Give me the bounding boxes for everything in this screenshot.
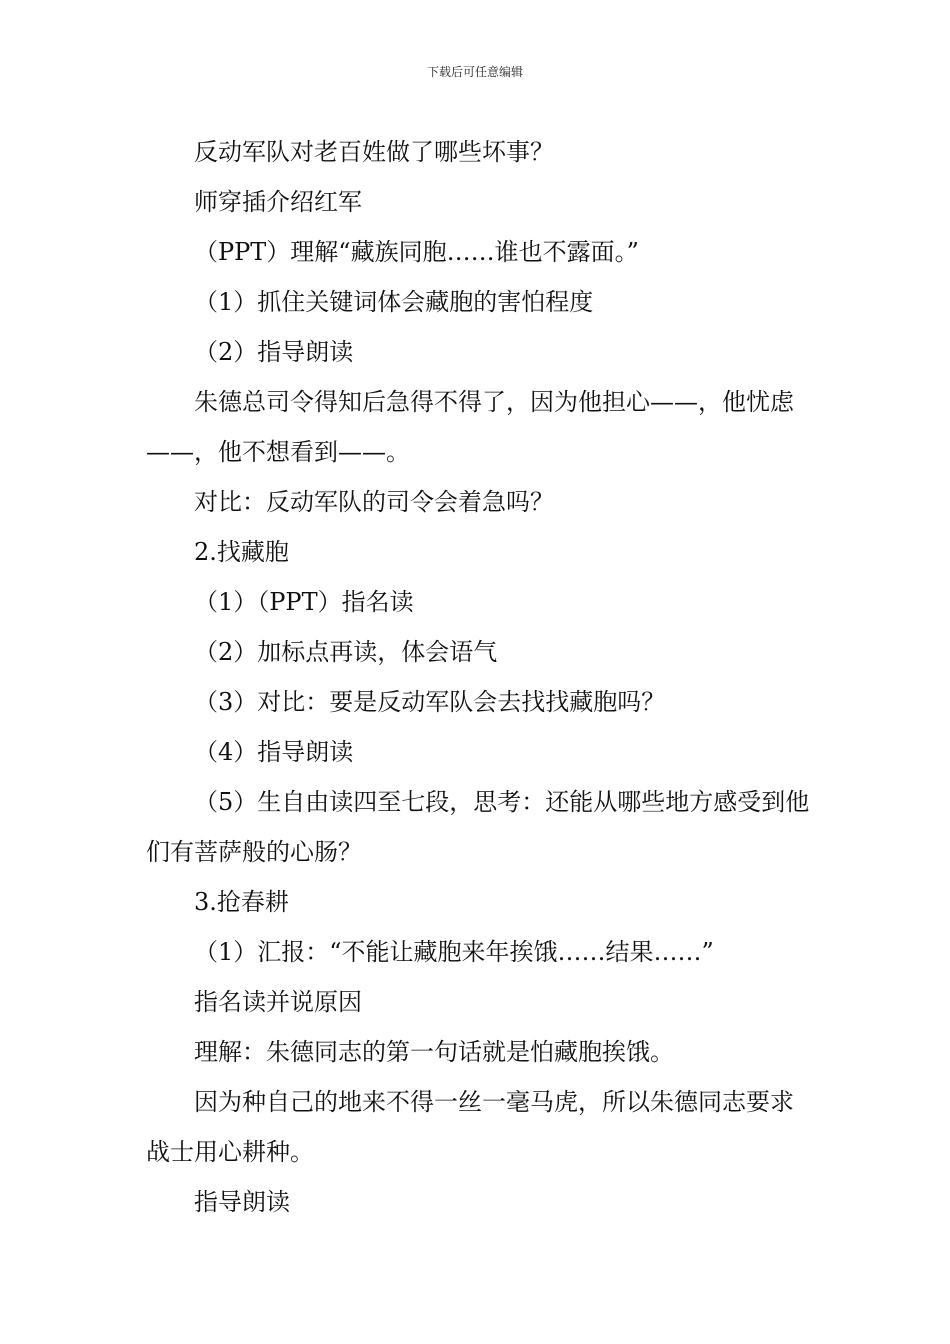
paragraph-find-2: （2）加标点再读，体会语气 [194, 638, 498, 666]
document-body [146, 127, 810, 1227]
paragraph-find-4: （4）指导朗读 [194, 738, 354, 766]
page-header: 下载后可任意编辑 [426, 65, 523, 79]
paragraph-step-2-read: （2）指导朗读 [194, 338, 354, 366]
paragraph-ppt-understand: （PPT）理解“藏族同胞……谁也不露面。” [194, 238, 639, 266]
paragraph-question-bad-deeds: 反动军队对老百姓做了哪些坏事？ [194, 138, 554, 166]
paragraph-step-1-keywords: （1）抓住关键词体会藏胞的害怕程度 [194, 288, 594, 316]
paragraph-find-1: （1）（PPT）指名读 [194, 588, 414, 616]
paragraph-zhu-de-worry: 朱德总司令得知后急得不得了，因为他担心——，他忧虑——，他不想看到——。 [146, 388, 794, 466]
section-heading-find: 2.找藏胞 [194, 538, 289, 566]
paragraph-plow-1: （1）汇报：“不能让藏胞来年挨饿……结果……” [194, 938, 714, 966]
paragraph-plow-understand: 理解：朱德同志的第一句话就是怕藏胞挨饿。 [194, 1038, 674, 1066]
paragraph-find-3: （3）对比：要是反动军队会去找找藏胞吗？ [194, 688, 666, 716]
paragraph-plow-reason: 指名读并说原因 [194, 988, 362, 1016]
paragraph-teacher-intro: 师穿插介绍红军 [194, 188, 362, 216]
paragraph-plow-careful: 因为种自己的地来不得一丝一毫马虎，所以朱德同志要求战士用心耕种。 [146, 1088, 794, 1166]
paragraph-find-5: （5）生自由读四至七段，思考：还能从哪些地方感受到他们有菩萨般的心肠？ [146, 788, 810, 866]
paragraph-plow-read: 指导朗读 [194, 1188, 290, 1216]
paragraph-contrast-commander: 对比：反动军队的司令会着急吗？ [194, 488, 554, 516]
section-heading-spring-plowing: 3.抢春耕 [194, 888, 289, 916]
